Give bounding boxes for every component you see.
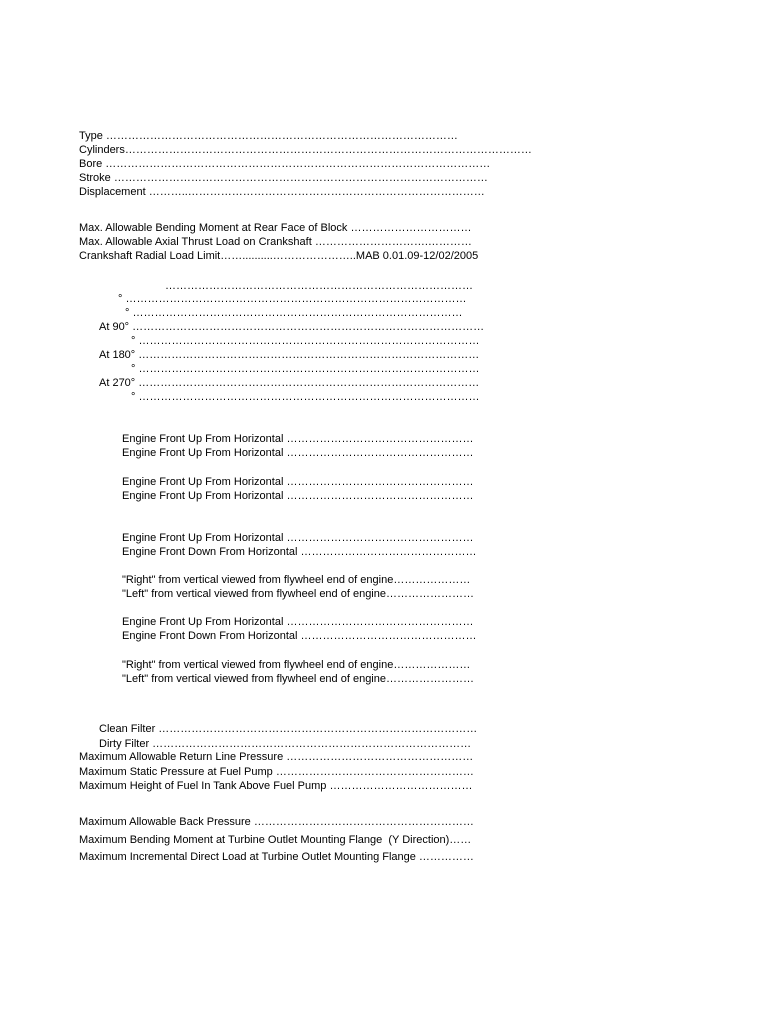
spec-line-left-1: "Left" from vertical viewed from flywheel end of engine…………………… xyxy=(122,588,474,600)
spec-line-degree-d: ° ………………………………………………………………………………… xyxy=(131,363,480,375)
spec-line-fuel-height: Maximum Height of Fuel In Tank Above Fuel Pump ………………………………… xyxy=(79,780,473,792)
spec-line-at-180: At 180° ………………………………………………………………………………… xyxy=(99,349,480,361)
spec-line-bending-moment: Max. Allowable Bending Moment at Rear Face of Block …………………………… xyxy=(79,222,472,234)
spec-line-front-down-1: Engine Front Down From Horizontal ………………………………………… xyxy=(122,546,477,558)
spec-line-return-pressure: Maximum Allowable Return Line Pressure …………………………………………… xyxy=(79,751,474,763)
spec-line-front-up-1: Engine Front Up From Horizontal …………………………………………… xyxy=(122,433,474,445)
spec-line-static-pressure: Maximum Static Pressure at Fuel Pump ……………………………………………… xyxy=(79,766,474,778)
spec-line-turbine-load: Maximum Incremental Direct Load at Turbine Outlet Mounting Flange …………… xyxy=(79,851,474,863)
spec-line-front-up-4: Engine Front Up From Horizontal …………………………………………… xyxy=(122,490,474,502)
spec-line-front-up-3: Engine Front Up From Horizontal …………………………………………… xyxy=(122,476,474,488)
spec-line-angle-blank: ………………………………………………………………………… xyxy=(165,280,473,292)
spec-line-front-up-2: Engine Front Up From Horizontal …………………………………………… xyxy=(122,447,474,459)
spec-line-cylinders: Cylinders………………………………………………………………………………………………… xyxy=(79,144,532,156)
spec-line-right-1: "Right" from vertical viewed from flywheel end of engine………………… xyxy=(122,574,471,586)
spec-line-degree-e: ° ………………………………………………………………………………… xyxy=(131,391,480,403)
spec-line-dirty-filter: Dirty Filter …………………………………………………………………………… xyxy=(99,738,472,750)
spec-line-back-pressure: Maximum Allowable Back Pressure …………………………………………………… xyxy=(79,816,474,828)
spec-line-clean-filter: Clean Filter …………………………………………………………………………… xyxy=(99,723,478,735)
spec-line-bore: Bore …………………………………………………………………………………………… xyxy=(79,158,491,170)
spec-line-radial-load: Crankshaft Radial Load Limit……..........…………………..MAB 0.01.09-12/02/2005 xyxy=(79,250,479,262)
spec-line-stroke: Stroke ………………………………………………………………………………………… xyxy=(79,172,488,184)
spec-line-front-down-2: Engine Front Down From Horizontal ………………………………………… xyxy=(122,630,477,642)
spec-line-at-270: At 270° ………………………………………………………………………………… xyxy=(99,377,480,389)
spec-line-type: Type …………………………………………………………………………………… xyxy=(79,130,458,142)
spec-line-front-up-5: Engine Front Up From Horizontal …………………………………………… xyxy=(122,532,474,544)
spec-line-right-2: "Right" from vertical viewed from flywheel end of engine………………… xyxy=(122,659,471,671)
spec-line-axial-thrust: Max. Allowable Axial Thrust Load on Crankshaft ………………………….………… xyxy=(79,236,472,248)
spec-line-degree-a: ° ………………………………………………………………………………… xyxy=(118,293,467,305)
spec-line-left-2: "Left" from vertical viewed from flywheel end of engine…………………… xyxy=(122,673,474,685)
spec-line-turbine-bending: Maximum Bending Moment at Turbine Outlet Mounting Flange (Y Direction)…… xyxy=(79,834,472,846)
spec-line-degree-b: ° ……………………………………………………………………………… xyxy=(125,307,463,319)
spec-line-front-up-6: Engine Front Up From Horizontal …………………………………………… xyxy=(122,616,474,628)
spec-line-displacement: Displacement ………..……………………………………………………………………… xyxy=(79,186,485,198)
spec-line-at-90: At 90° …………………………………………………………………………………… xyxy=(99,321,485,333)
spec-line-degree-c: ° ………………………………………………………………………………… xyxy=(131,335,480,347)
